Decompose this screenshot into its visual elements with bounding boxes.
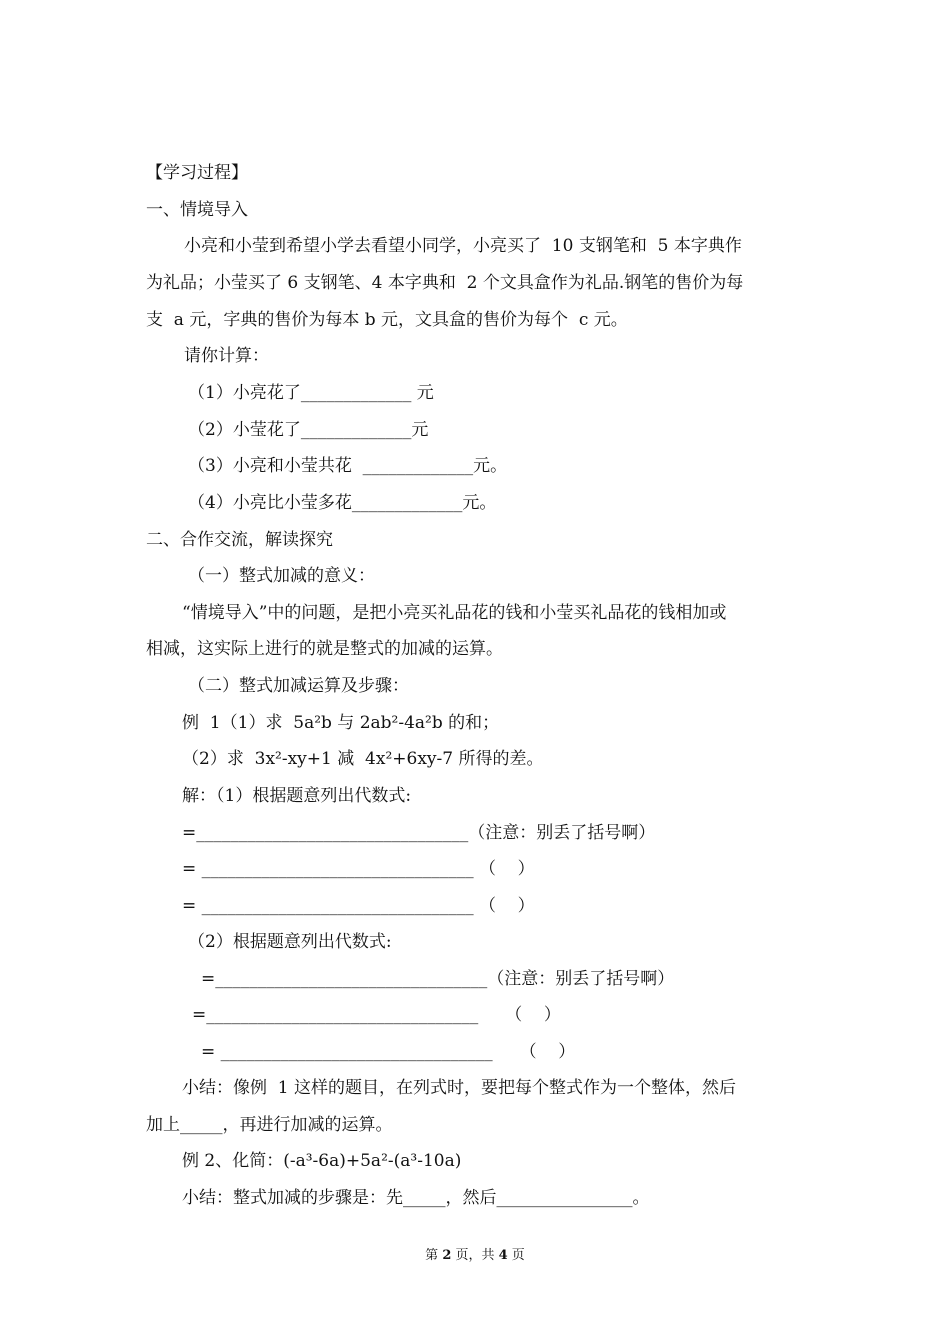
question-2: （2）小莹花了_____________元 — [188, 420, 429, 440]
summary-2: 小结：整式加减的步骤是：先_____，然后________________。 — [182, 1188, 650, 1208]
calc-prompt: 请你计算： — [184, 346, 269, 366]
subsection-1: （一）整式加减的意义： — [188, 566, 375, 586]
question-3: （3）小亮和小莹共花 _____________元。 — [188, 456, 508, 476]
current-page-number: 2 — [442, 1248, 452, 1263]
footer-middle: 页，共 — [451, 1248, 499, 1263]
part1-paragraph-line-3: 支 a 元，字典的售价为每本 b 元，文具盒的售价为每个 c 元。 — [146, 310, 628, 330]
part1-paragraph-line-2: 为礼品；小莹买了 6 支钢笔、4 本字典和 2 个文具盒作为礼品.钢笔的售价为每 — [146, 273, 744, 293]
part1-heading: 一、情境导入 — [146, 200, 248, 220]
footer-prefix: 第 — [425, 1248, 443, 1263]
page-footer — [0, 1247, 950, 1265]
solution-1-line-1: =________________________________（注意：别丢了括号啊） — [182, 823, 656, 843]
solution-2-line-3: = ________________________________ （ ） — [201, 1042, 576, 1062]
solution-intro: 解：（1）根据题意列出代数式: — [182, 786, 412, 806]
example-1-part-2: （2）求 3x²-xy+1 减 4x²+6xy-7 所得的差。 — [182, 749, 544, 769]
part2-paragraph-line-2: 相减，这实际上进行的就是整式的加减的运算。 — [146, 639, 503, 659]
solution-2-intro: （2）根据题意列出代数式: — [188, 932, 392, 952]
summary-1-line-2: 加上_____，再进行加减的运算。 — [146, 1115, 393, 1135]
solution-1-line-2: = ________________________________ （ ） — [182, 859, 535, 879]
solution-2-line-2: =________________________________ （ ） — [192, 1005, 561, 1025]
solution-1-line-3: = ________________________________ （ ） — [182, 896, 535, 916]
question-4: （4）小亮比小莹多花_____________元。 — [188, 493, 497, 513]
section-title: 【学习过程】 — [146, 163, 248, 183]
part2-paragraph-line-1: “情境导入”中的问题，是把小亮买礼品花的钱和小莹买礼品花的钱相加或 — [182, 603, 727, 623]
question-1: （1）小亮花了_____________ 元 — [188, 383, 434, 403]
part1-paragraph-line-1: 小亮和小莹到希望小学去看望小同学，小亮买了 10 支钢笔和 5 本字典作 — [184, 236, 742, 256]
footer-suffix: 页 — [507, 1248, 525, 1263]
summary-1-line-1: 小结：像例 1 这样的题目，在列式时，要把每个整式作为一个整体，然后 — [182, 1078, 737, 1098]
total-pages-number: 4 — [498, 1248, 508, 1263]
subsection-2: （二）整式加减运算及步骤： — [188, 676, 409, 696]
part2-heading: 二、合作交流，解读探究 — [146, 530, 333, 550]
example-1-part-1: 例 1（1）求 5a²b 与 2ab²-4a²b 的和； — [182, 713, 500, 733]
example-2: 例 2、化简：(-a³-6a)+5a²-(a³-10a) — [182, 1151, 462, 1171]
solution-2-line-1: =________________________________（注意：别丢了括号啊） — [201, 969, 675, 989]
